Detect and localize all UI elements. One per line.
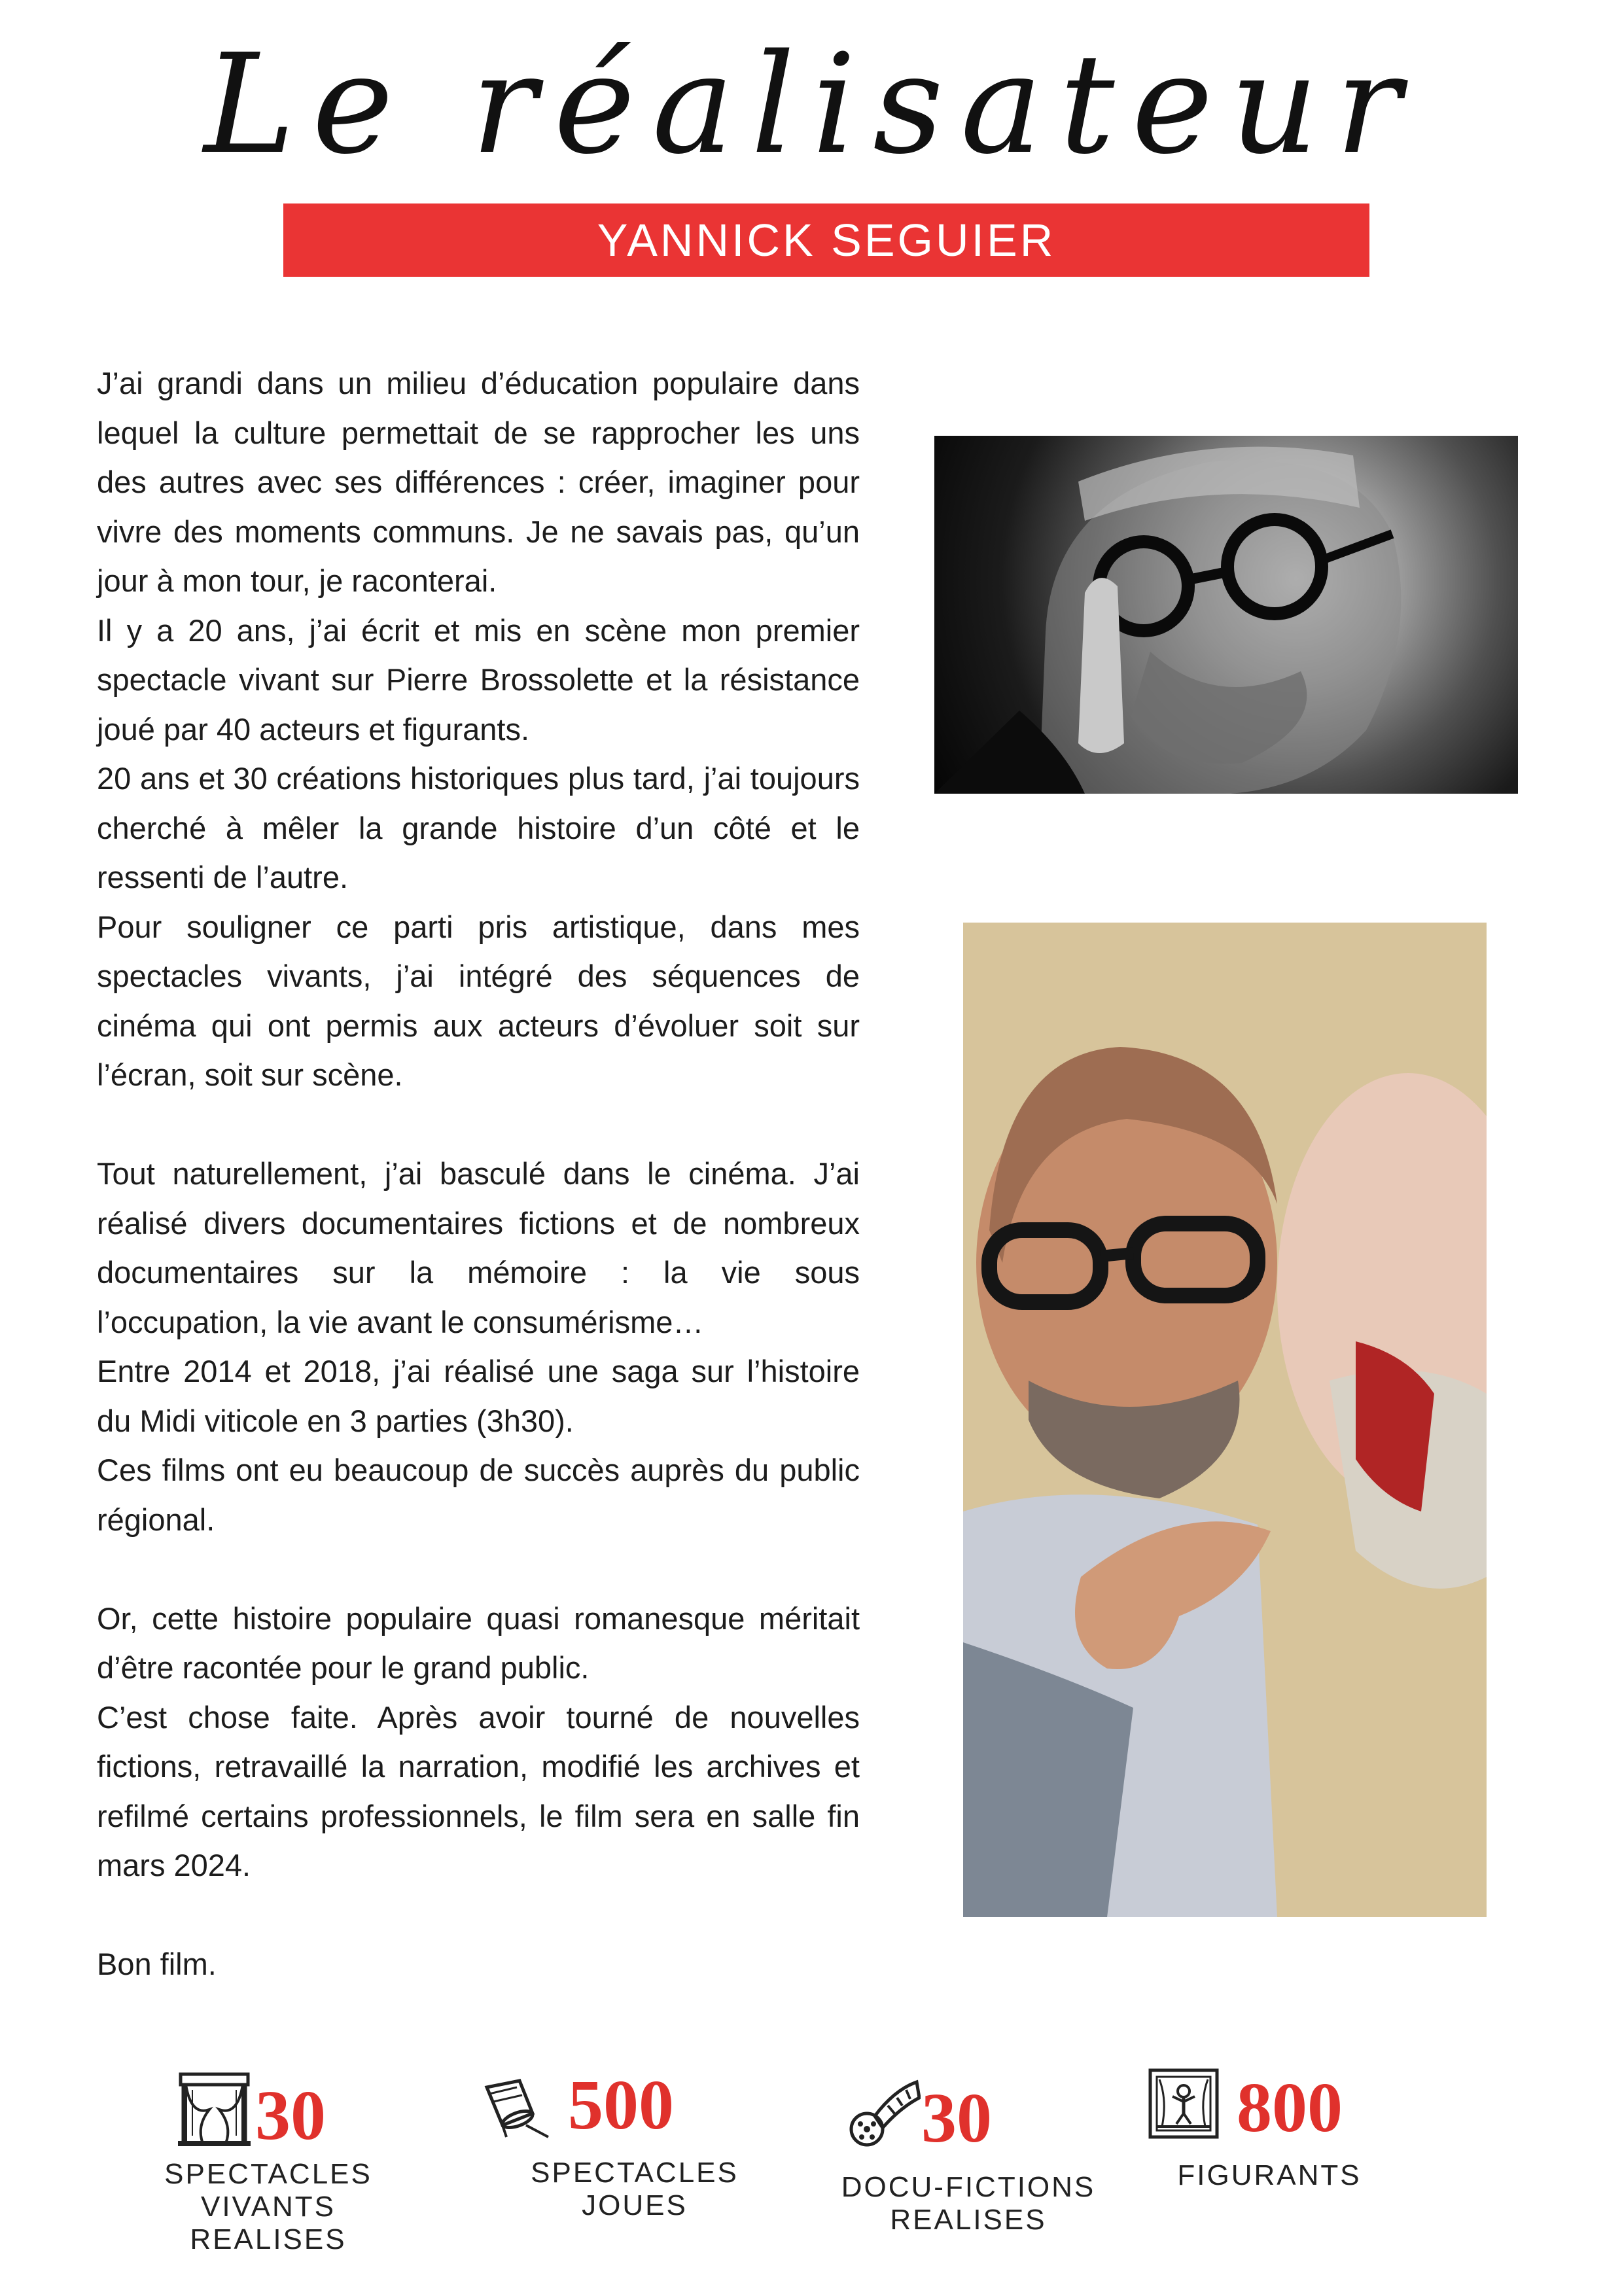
director-on-set-photo bbox=[963, 923, 1487, 1917]
stat-spectacles-joues bbox=[478, 2061, 792, 2231]
director-portrait-photo bbox=[934, 436, 1518, 794]
paragraph: Entre 2014 et 2018, j’ai réalisé une saga sur l’histoire du Midi viticole en 3 parties (3h30). bbox=[97, 1354, 860, 1438]
paragraph: C’est chose faite. Après avoir tourné de nouvelles fictions, retravaillé la narration, modifié les archives et refilmé certains professionnels, le film sera en salle fin mars 2024. bbox=[97, 1699, 860, 1882]
film-reel-icon bbox=[849, 2077, 921, 2149]
stat-label: SPECTACLES JOUES bbox=[531, 2157, 739, 2221]
stat-label: SPECTACLES VIVANTS REALISES bbox=[164, 2158, 372, 2255]
stat-number: 500 bbox=[568, 2066, 674, 2144]
stat-label: FIGURANTS bbox=[1177, 2159, 1362, 2191]
paragraph: 20 ans et 30 créations historiques plus tard, j’ai toujours cherché à mêler la grande histoire d’un côté et le ressenti de l’autre. bbox=[97, 761, 860, 894]
paragraph: Or, cette histoire populaire quasi romanesque méritait d’être racontée pour le grand public. bbox=[97, 1600, 860, 1685]
stat-number: 30 bbox=[921, 2079, 992, 2157]
stat-docu-fictions bbox=[831, 2061, 1106, 2236]
paragraph: J’ai grandi dans un milieu d’éducation populaire dans lequel la culture permettait de se rapprocher les uns des autres avec ses différences : créer, imaginer pour vivre des moments communs. Je ne savais pas, qu’un jour à mon tour, je raconterai. bbox=[97, 366, 860, 598]
paragraph: Tout naturellement, j’ai basculé dans le cinéma. J’ai réalisé divers documentaires fictions et de nombreux documentaires sur la mémoire : la vie sous l’occupation, la vie avant le consumérisme… bbox=[97, 1156, 860, 1339]
theater-curtain-icon bbox=[177, 2070, 252, 2147]
stat-number: 30 bbox=[255, 2077, 326, 2155]
stat-label: DOCU-FICTIONS REALISES bbox=[841, 2171, 1096, 2236]
spotlight-icon bbox=[480, 2074, 552, 2140]
portrait-illustration bbox=[934, 436, 1518, 794]
paragraph: Ces films ont eu beaucoup de succès auprès du public régional. bbox=[97, 1453, 860, 1537]
director-name-banner bbox=[283, 203, 1369, 277]
paragraph: Il y a 20 ans, j’ai écrit et mis en scène mon premier spectacle vivant sur Pierre Brossolette et la résistance joué par 40 acteurs et figurants. bbox=[97, 612, 860, 747]
biography-text bbox=[97, 359, 860, 1989]
paragraph: Pour souligner ce parti pris artistique, dans mes spectacles vivants, j’ai intégré des séquences de cinéma qui ont permis aux acteurs d’évoluer soit sur l’écran, soit sur scène. bbox=[97, 909, 860, 1092]
director-name: YANNICK SEGUIER bbox=[597, 215, 1056, 266]
stat-number: 800 bbox=[1237, 2069, 1343, 2147]
paragraph: Bon film. bbox=[97, 1947, 217, 1981]
stage-performer-icon bbox=[1148, 2068, 1220, 2140]
stat-spectacles-vivants bbox=[98, 2061, 438, 2255]
on-set-illustration bbox=[963, 923, 1487, 1917]
page-title: Le réalisateur bbox=[203, 24, 1419, 185]
stat-figurants bbox=[1132, 2061, 1407, 2231]
